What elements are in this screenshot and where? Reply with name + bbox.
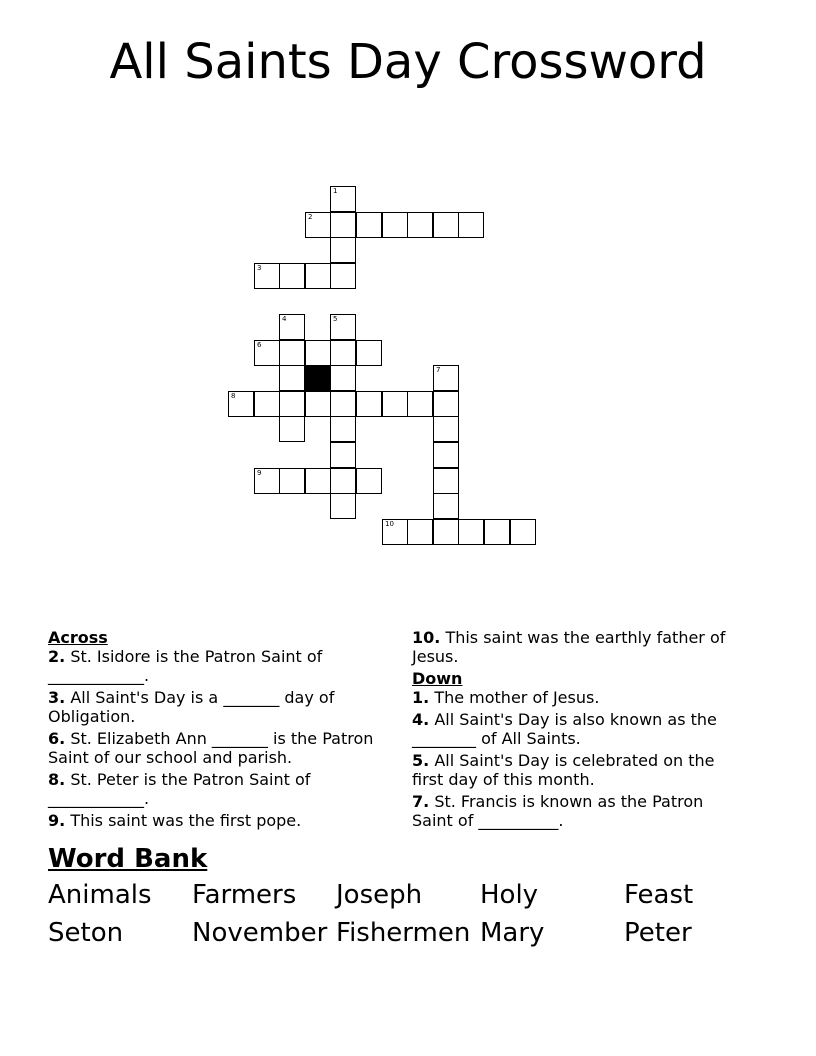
crossword-cell[interactable] [330, 442, 356, 468]
word-bank-word: Farmers [192, 880, 297, 910]
crossword-cell[interactable] [330, 314, 356, 340]
clue-number: 10. [412, 628, 441, 647]
clue-number-label: 5 [333, 315, 338, 323]
crossword-cell[interactable] [279, 391, 305, 417]
clue-number-label: 9 [257, 469, 262, 477]
crossword-cell[interactable] [330, 416, 356, 442]
crossword-cell[interactable] [330, 237, 356, 263]
crossword-cell[interactable] [407, 391, 433, 417]
crossword-cell[interactable] [433, 365, 459, 391]
page-title: All Saints Day Crossword [109, 34, 707, 90]
clue-number-label: 10 [385, 520, 394, 528]
clue-text: St. Peter is the Patron Saint of ____________. [48, 770, 311, 808]
clue-text: All Saint's Day is also known as the ________ of All Saints. [412, 710, 717, 748]
crossword-cell[interactable] [305, 212, 331, 238]
crossword-cell[interactable] [330, 391, 356, 417]
clue-across-9 [48, 811, 378, 830]
word-bank-word: Feast [624, 880, 694, 910]
crossword-cell[interactable] [279, 314, 305, 340]
crossword-cell[interactable] [356, 340, 382, 366]
crossword-cell[interactable] [510, 519, 536, 545]
crossword-cell[interactable] [433, 391, 459, 417]
across-heading: Across [48, 628, 108, 647]
crossword-cell[interactable] [433, 468, 459, 494]
crossword-cell[interactable] [279, 365, 305, 391]
word-bank-word: Joseph [336, 880, 423, 910]
clue-text: The mother of Jesus. [434, 688, 600, 707]
crossword-cell[interactable] [330, 340, 356, 366]
crossword-cell[interactable] [330, 365, 356, 391]
clue-text: All Saint's Day is a _______ day of Obligation. [48, 688, 335, 726]
clues-left-column [48, 628, 378, 833]
clue-number-label: 6 [257, 341, 262, 349]
word-bank-word: Mary [480, 918, 545, 948]
clue-number: 2. [48, 647, 66, 666]
clue-across-10 [412, 628, 742, 666]
clue-across-8 [48, 770, 378, 808]
clue-across-2 [48, 647, 378, 685]
clue-number-label: 7 [436, 366, 441, 374]
clue-number: 8. [48, 770, 66, 789]
crossword-cell[interactable] [279, 340, 305, 366]
crossword-cell[interactable] [330, 212, 356, 238]
clue-down-7 [412, 792, 742, 830]
crossword-cell[interactable] [382, 519, 408, 545]
crossword-cell[interactable] [356, 391, 382, 417]
clue-across-3 [48, 688, 378, 726]
clue-text: All Saint's Day is celebrated on the first day of this month. [412, 751, 715, 789]
word-bank-heading: Word Bank [48, 844, 208, 874]
clue-text: This saint was the first pope. [70, 811, 302, 830]
crossword-cell[interactable] [433, 442, 459, 468]
crossword-cell[interactable] [254, 468, 280, 494]
word-bank-word: Fishermen [336, 918, 471, 948]
crossword-cell[interactable] [433, 416, 459, 442]
crossword-cell[interactable] [330, 186, 356, 212]
clue-text: St. Francis is known as the Patron Saint of __________. [412, 792, 704, 830]
crossword-cell[interactable] [228, 391, 254, 417]
crossword-cell[interactable] [433, 212, 459, 238]
crossword-cell[interactable] [356, 468, 382, 494]
clue-down-4 [412, 710, 742, 748]
crossword-cell[interactable] [484, 519, 510, 545]
crossword-cell[interactable] [433, 493, 459, 519]
crossword-cell[interactable] [458, 519, 484, 545]
clue-number: 3. [48, 688, 66, 707]
clue-number-label: 4 [282, 315, 287, 323]
word-bank-word: Holy [480, 880, 539, 910]
crossword-cell[interactable] [382, 212, 408, 238]
clue-number-label: 3 [257, 264, 262, 272]
clue-number: 9. [48, 811, 66, 830]
clue-down-5 [412, 751, 742, 789]
clue-down-1 [412, 688, 742, 707]
crossword-cell[interactable] [305, 391, 331, 417]
crossword-cell[interactable] [407, 519, 433, 545]
crossword-cell[interactable] [458, 212, 484, 238]
crossword-cell[interactable] [382, 391, 408, 417]
crossword-cell[interactable] [356, 212, 382, 238]
crossword-cell[interactable] [254, 263, 280, 289]
crossword-cell[interactable] [279, 416, 305, 442]
clue-text: St. Elizabeth Ann _______ is the Patron Saint of our school and parish. [48, 729, 374, 767]
crossword-cell[interactable] [254, 391, 280, 417]
crossword-cell[interactable] [330, 263, 356, 289]
clue-across-6 [48, 729, 378, 767]
word-bank-word: November [192, 918, 328, 948]
clue-number-label: 2 [308, 213, 313, 221]
crossword-cell[interactable] [305, 263, 331, 289]
clue-text: St. Isidore is the Patron Saint of ____________. [48, 647, 323, 685]
crossword-cell[interactable] [254, 340, 280, 366]
crossword-cell[interactable] [330, 468, 356, 494]
crossword-cell[interactable] [407, 212, 433, 238]
word-bank-word: Seton [48, 918, 124, 948]
clue-number: 1. [412, 688, 430, 707]
crossword-cell[interactable] [305, 468, 331, 494]
crossword-cell[interactable] [279, 263, 305, 289]
crossword-black-cell [305, 365, 331, 391]
crossword-cell[interactable] [330, 493, 356, 519]
clue-number: 5. [412, 751, 430, 770]
word-bank-word: Peter [624, 918, 692, 948]
word-bank-word: Animals [48, 880, 152, 910]
clue-number: 4. [412, 710, 430, 729]
clues-right-column [412, 628, 742, 833]
clue-number-label: 1 [333, 187, 338, 195]
down-heading: Down [412, 669, 463, 688]
clue-number: 6. [48, 729, 66, 748]
word-bank [48, 880, 768, 956]
crossword-cell[interactable] [279, 468, 305, 494]
crossword-cell[interactable] [433, 519, 459, 545]
crossword-cell[interactable] [305, 340, 331, 366]
clue-text: This saint was the earthly father of Jesus. [412, 628, 726, 666]
clue-number-label: 8 [231, 392, 236, 400]
clue-number: 7. [412, 792, 430, 811]
